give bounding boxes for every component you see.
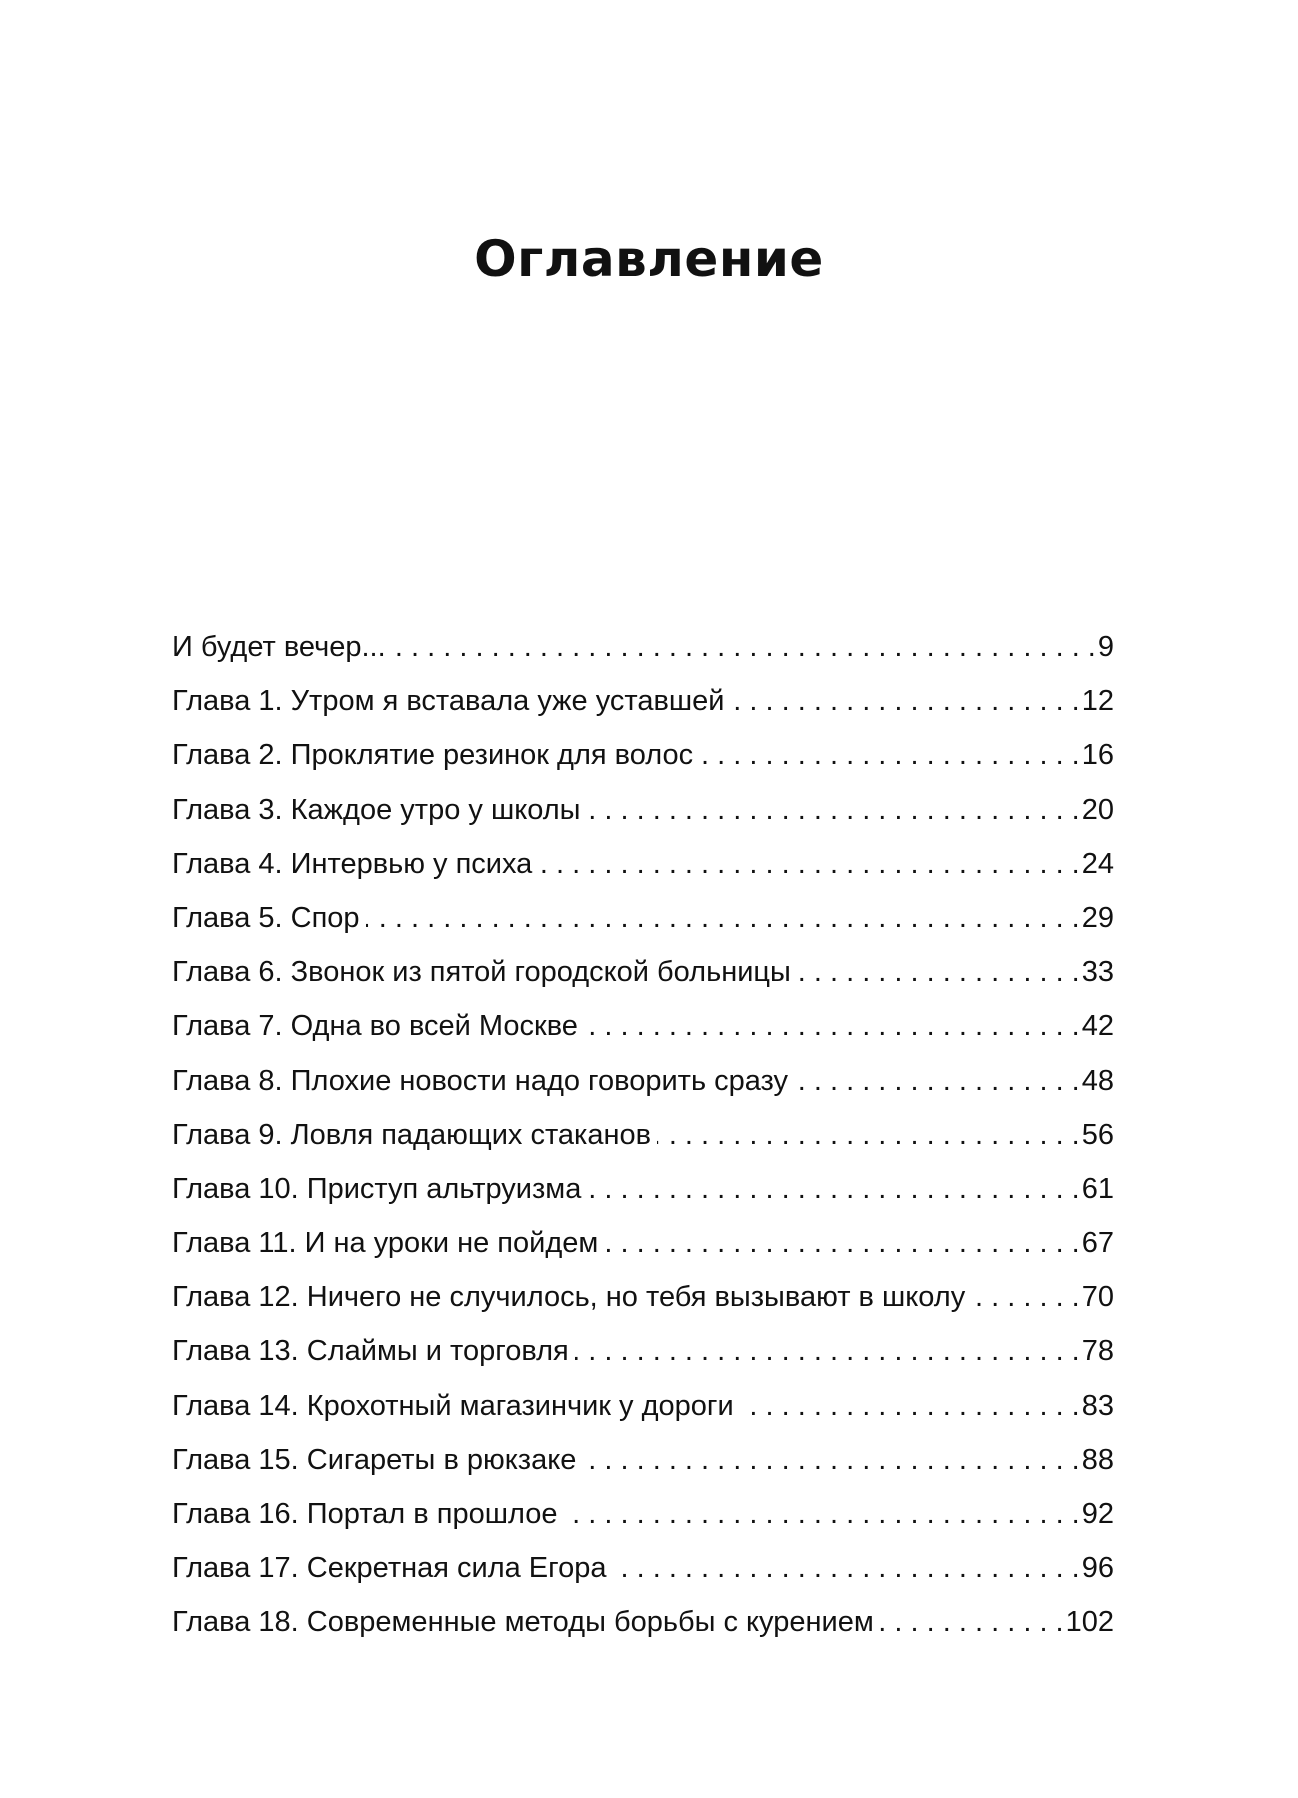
dot-leader (392, 620, 1096, 674)
toc-page-number: 29 (1081, 901, 1114, 934)
toc-entry[interactable] (172, 1216, 1114, 1270)
dot-leader (584, 999, 1080, 1053)
toc-entry[interactable] (172, 783, 1114, 837)
toc-page-number: 56 (1081, 1118, 1114, 1151)
toc-entry-title: Глава 3. Каждое утро у школы (172, 793, 581, 826)
toc-page-number: 92 (1081, 1498, 1114, 1530)
toc-entry[interactable] (172, 1541, 1114, 1595)
toc-page-number: 83 (1081, 1389, 1114, 1422)
toc-entry-title: Глава 2. Проклятие резинок для волос (172, 739, 694, 772)
table-of-contents (172, 620, 1114, 1650)
toc-entry[interactable] (172, 1270, 1114, 1324)
toc-page-number: 12 (1081, 685, 1114, 718)
toc-entry[interactable] (172, 620, 1114, 674)
dot-leader (586, 783, 1079, 837)
toc-page-number: 24 (1081, 847, 1114, 880)
dot-leader (740, 1379, 1080, 1433)
dot-leader (612, 1541, 1079, 1595)
toc-page-number: 48 (1081, 1064, 1114, 1097)
toc-page-number: 61 (1081, 1172, 1114, 1205)
dot-leader (587, 1162, 1079, 1216)
toc-entry-title: Глава 16. Портал в прошлое (172, 1498, 558, 1530)
toc-entry[interactable] (172, 728, 1114, 782)
toc-page-number: 96 (1081, 1552, 1114, 1585)
toc-page-number: 102 (1065, 1606, 1114, 1639)
toc-page-number: 33 (1081, 956, 1114, 989)
toc-entry-title: Глава 7. Одна во всей Москве (172, 1010, 578, 1043)
toc-entry-title: И будет вечер... (172, 631, 386, 663)
page-title: Оглавление (474, 230, 824, 288)
toc-entry-title: Глава 11. И на уроки не пойдем (172, 1227, 599, 1260)
toc-entry-title: Глава 8. Плохие новости надо говорить сразу (172, 1064, 789, 1097)
toc-entry[interactable] (172, 1054, 1114, 1108)
toc-page-number: 9 (1097, 631, 1114, 663)
dot-leader (797, 945, 1080, 999)
dot-leader (538, 837, 1079, 891)
toc-page-number: 42 (1081, 1010, 1114, 1043)
toc-entry-title: Глава 15. Сигареты в рюкзаке (172, 1443, 577, 1476)
toc-entry[interactable] (172, 891, 1114, 945)
toc-entry-title: Глава 6. Звонок из пятой городской больницы (172, 956, 791, 989)
toc-page-number: 20 (1081, 793, 1114, 826)
dot-leader (575, 1324, 1080, 1378)
dot-leader (563, 1487, 1079, 1541)
toc-entry[interactable] (172, 1324, 1114, 1378)
toc-entry[interactable] (172, 945, 1114, 999)
toc-entry[interactable] (172, 1108, 1114, 1162)
dot-leader (731, 674, 1080, 728)
dot-leader (794, 1054, 1080, 1108)
dot-leader (971, 1270, 1080, 1324)
toc-entry-title: Глава 14. Крохотный магазинчик у дороги (172, 1389, 734, 1422)
toc-page-number: 78 (1081, 1335, 1114, 1368)
dot-leader (366, 891, 1080, 945)
toc-entry[interactable] (172, 1595, 1114, 1649)
toc-page-number: 67 (1081, 1227, 1114, 1260)
toc-entry-title: Глава 1. Утром я вставала уже уставшей (172, 685, 725, 718)
toc-entry-title: Глава 12. Ничего не случилось, но тебя вызывают в школу (172, 1281, 966, 1314)
toc-entry[interactable] (172, 999, 1114, 1053)
toc-page-number: 88 (1081, 1443, 1114, 1476)
toc-entry-title: Глава 17. Секретная сила Егора (172, 1552, 607, 1585)
dot-leader (582, 1433, 1079, 1487)
toc-entry-title: Глава 18. Современные методы борьбы с курением (172, 1606, 874, 1639)
toc-entry[interactable] (172, 837, 1114, 891)
dot-leader (604, 1216, 1079, 1270)
dot-leader (880, 1595, 1064, 1649)
toc-entry-title: Глава 10. Приступ альтруизма (172, 1172, 582, 1205)
toc-entry[interactable] (172, 1487, 1114, 1541)
toc-entry-title: Глава 5. Спор (172, 901, 360, 934)
toc-page-number: 70 (1081, 1281, 1114, 1314)
toc-entry-title: Глава 9. Ловля падающих стаканов (172, 1118, 652, 1151)
toc-entry[interactable] (172, 674, 1114, 728)
toc-entry[interactable] (172, 1433, 1114, 1487)
toc-entry-title: Глава 4. Интервью у психа (172, 847, 533, 880)
toc-entry[interactable] (172, 1162, 1114, 1216)
dot-leader (699, 728, 1080, 782)
toc-page-number: 16 (1081, 739, 1114, 772)
dot-leader (657, 1108, 1080, 1162)
toc-entry[interactable] (172, 1379, 1114, 1433)
toc-entry-title: Глава 13. Слаймы и торговля (172, 1335, 569, 1368)
